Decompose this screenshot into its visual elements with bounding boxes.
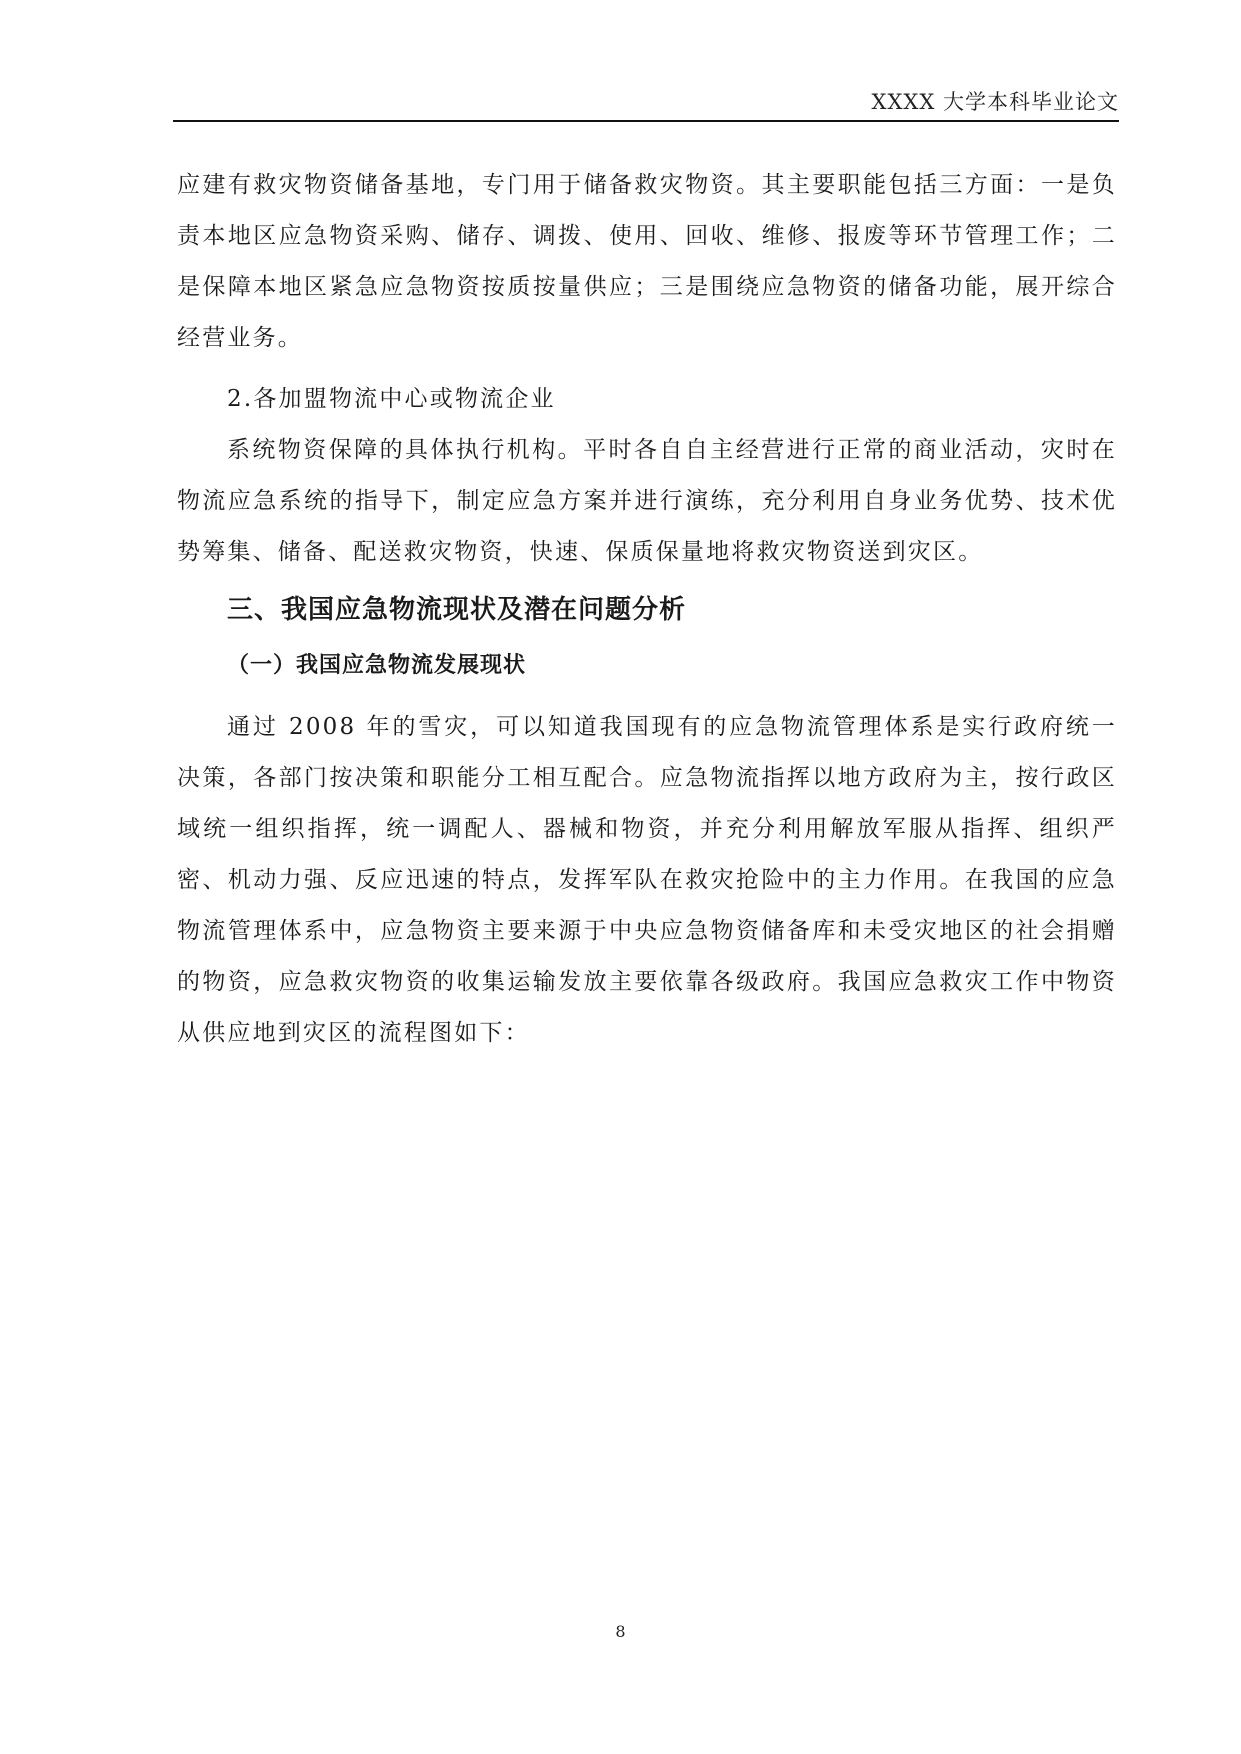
paragraph-execution-agencies: 系统物资保障的具体执行机构。平时各自自主经营进行正常的商业活动，灾时在物流应急系统的指导下，制定应急方案并进行演练，充分利用自身业务优势、技术优势筹集、储备、配送救灾物资，快速、保质保量地将救灾物资送到灾区。 (177, 437, 1117, 565)
header-rule (173, 120, 1119, 122)
section-heading: 三、我国应急物流现状及潜在问题分析 (227, 595, 687, 625)
running-header-title: XXXX 大学本科毕业论文 (871, 90, 1119, 114)
page-body (177, 160, 1117, 1059)
page-number: 8 (615, 1622, 626, 1641)
list-item-title-logistics-centers: 2.各加盟物流中心或物流企业 (227, 386, 556, 412)
paragraph-storage-base: 应建有救灾物资储备基地，专门用于储备救灾物资。其主要职能包括三方面：一是负责本地区应急物资采购、储存、调拨、使用、回收、维修、报废等环节管理工作；二是保障本地区紧急应急物资按质按量供应；三是围绕应急物资的储备功能，展开综合经营业务。 (177, 172, 1117, 351)
paragraph-current-status: 通过 2008 年的雪灾，可以知道我国现有的应急物流管理体系是实行政府统一决策，各部门按决策和职能分工相互配合。应急物流指挥以地方政府为主，按行政区域统一组织指挥，统一调配人、器械和物资，并充分利用解放军服从指挥、组织严密、机动力强、反应迅速的特点，发挥军队在救灾抢险中的主力作用。在我国的应急物流管理体系中，应急物资主要来源于中央应急物资储备库和未受灾地区的社会捐赠的物资，应急救灾物资的收集运输发放主要依靠各级政府。我国应急救灾工作中物资从供应地到灾区的流程图如下： (177, 714, 1117, 1046)
subsection-heading: （一）我国应急物流发展现状 (227, 653, 527, 678)
